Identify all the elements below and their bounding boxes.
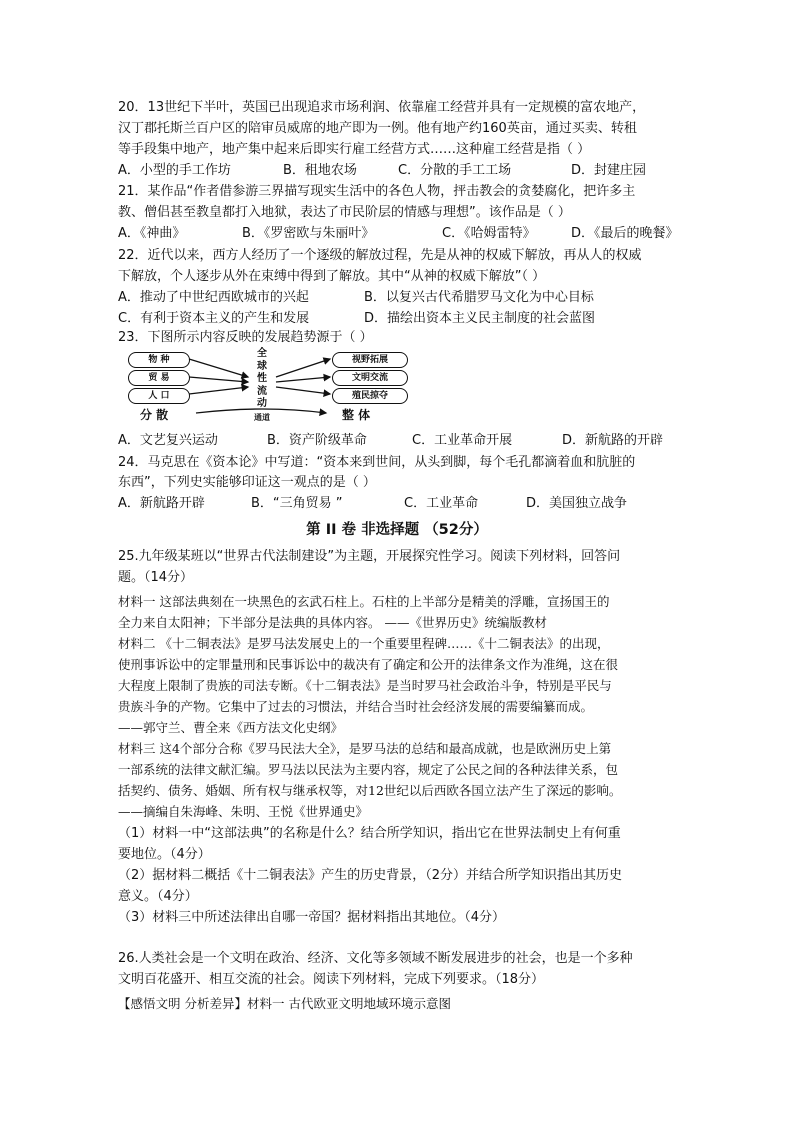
option-b: B．《罗密欧与朱丽叶》 — [242, 226, 375, 241]
material-line: 使刑事诉讼中的定罪量刑和民事诉讼中的裁决有了确定和公开的法律条文作为准绳，这在很 — [118, 657, 619, 672]
material-line: 材料一 这部法典刻在一块黑色的玄武石柱上。石柱的上半部分是精美的浮雕，宣扬国王的 — [118, 594, 610, 609]
option-c: C．工业革命 — [404, 496, 479, 511]
question-20-line: 20．13世纪下半叶，英国已出现追求市场利润、依靠雇工经营并具有一定规模的富农地产， — [118, 100, 646, 115]
material-line: 贵族斗争的产物。它集中了过去的习惯法，并结合当时社会经济发展的需要编纂而成。 — [118, 699, 594, 714]
question-22-line: 22．近代以来，西方人经历了一个逐级的解放过程，先是从神的权威下解放，再从人的权威 — [118, 248, 642, 263]
option-b: B．资产阶级革命 — [267, 433, 367, 448]
material-source: ——摘编自朱海峰、朱明、王悦《世界通史》 — [118, 804, 369, 819]
option-b: B．以复兴古代希腊罗马文化为中心目标 — [364, 290, 594, 305]
option-a: A．《神曲》 — [118, 226, 186, 241]
sub-question-line: （1）材料一中“这部法典”的名称是什么？结合所学知识，指出它在世界法制史上有何重 — [118, 826, 621, 841]
diagram-label-channel: 通道 — [254, 413, 270, 422]
option-b: B．租地农场 — [283, 163, 357, 178]
diagram-item-plunder: 殖民掠夺 — [332, 388, 408, 404]
option-d: D．美国独立战争 — [526, 496, 628, 511]
material-line: 材料二 《十二铜表法》是罗马法发展史上的一个重要里程碑……《十二铜表法》的出现， — [118, 636, 610, 651]
diagram-center-char: 球 — [257, 360, 267, 372]
material-line: 材料三 这4个部分合称《罗马民法大全》，是罗马法的总结和最高成就，也是欧洲历史上第 — [118, 741, 612, 756]
question-26-line: 文明百花盛开、相互交流的社会。阅读下列材料，完成下列要求。（18分） — [118, 972, 545, 987]
section-title: 第 II 卷 非选择题 （52分） — [306, 522, 488, 538]
diagram-label-whole: 整 体 — [342, 408, 371, 422]
question-25-line: 25.九年级某班以“世界古代法制建设”为主题，开展探究性学习。阅读下列材料，回答问 — [118, 549, 621, 564]
option-a: A．小型的手工作坊 — [118, 163, 231, 178]
option-a: A．新航路开辟 — [118, 496, 205, 511]
option-a: A．文艺复兴运动 — [118, 433, 218, 448]
option-b: B．“三角贸易 ” — [251, 496, 343, 511]
option-c: C．工业革命开展 — [412, 433, 513, 448]
question-25-line: 题。（14分） — [118, 570, 194, 585]
option-c: C．《哈姆雷特》 — [442, 226, 536, 241]
question-26-line: 26.人类社会是一个文明在政治、经济、文化等多领域不断发展进步的社会，也是一个多种 — [118, 951, 633, 966]
material-line: 全力来自太阳神；下半部分是法典的具体内容。 ——《世界历史》统编版教材 — [118, 615, 547, 630]
diagram-center-char: 流 — [257, 385, 267, 397]
diagram-item-species: 物 种 — [128, 352, 190, 368]
material-line: 大程度上限制了贵族的司法专断。《十二铜表法》是当时罗马社会政治斗争，特别是平民与 — [118, 678, 612, 693]
sub-question-line: （3）材料三中所述法律出自哪一帝国？据材料指出其地位。（4分） — [118, 910, 506, 925]
sub-question-line: 要地位。（4分） — [118, 847, 211, 862]
material-line: 一部系统的法律文献汇编。罗马法以民法为主要内容，规定了公民之间的各种法律关系，包 — [118, 762, 619, 777]
option-d: D．新航路的开辟 — [562, 433, 664, 448]
question-24-line: 东西”，下列史实能够印证这一观点的是（ ） — [118, 475, 376, 490]
question-24-line: 24．马克思在《资本论》中写道：“资本来到世间，从头到脚，每个毛孔都滴着血和肮脏的 — [118, 455, 636, 470]
diagram-center-label — [254, 348, 270, 411]
question-20-line: 等手段集中地产，地产集中起来后即实行雇工经营方式……这种雇工经营是指（ ） — [118, 142, 591, 157]
diagram-label-dispersed: 分 散 — [140, 408, 169, 422]
globalization-diagram — [126, 347, 412, 423]
diagram-item-trade: 贸 易 — [128, 370, 190, 386]
option-c: C．分散的手工工场 — [398, 163, 512, 178]
diagram-item-vision: 视野拓展 — [332, 352, 408, 368]
question-23-line: 23．下图所示内容反映的发展趋势源于（ ） — [118, 330, 373, 345]
diagram-center-char: 性 — [257, 373, 267, 384]
option-d: D．封建庄园 — [571, 163, 647, 178]
question-21-line: 教、僧侣甚至教皇都打入地狱，表达了市民阶层的情感与理想”。该作品是（ ） — [118, 205, 571, 220]
diagram-item-population: 人 口 — [128, 388, 190, 404]
material-title: 【感悟文明 分析差异】材料一 古代欧亚文明地域环境示意图 — [118, 996, 451, 1011]
sub-question-line: （2）据材料二概括《十二铜表法》产生的历史背景，（2分）并结合所学知识指出其历史 — [118, 868, 623, 883]
material-source: ——郭守兰、曹全来《西方法文化史纲》 — [118, 720, 344, 735]
question-21-line: 21．某作品“作者借参游三界描写现实生活中的各色人物，抨击教会的贪婪腐化，把许多主 — [118, 184, 636, 199]
option-c: C．有利于资本主义的产生和发展 — [118, 311, 310, 326]
diagram-center-char: 动 — [257, 398, 267, 409]
diagram-center-char: 全 — [257, 348, 267, 359]
sub-question-line: 意义。（4分） — [118, 889, 198, 904]
question-22-line: 下解放，个人逐步从外在束缚中得到了解放。其中“从神的权威下解放”（ ） — [118, 269, 546, 284]
option-a: A．推动了中世纪西欧城市的兴起 — [118, 290, 309, 305]
material-line: 括契约、债务、婚姻、所有权与继承权等，对12世纪以后西欧各国立法产生了深远的影响。 — [118, 783, 622, 798]
question-20-line: 汉丁郡托斯兰百户区的陪审员威席的地产即为一例。他有地产约160英亩，通过买卖、转租 — [118, 121, 637, 136]
option-d: D．描绘出资本主义民主制度的社会蓝图 — [364, 311, 596, 326]
option-d: D．《最后的晚餐》 — [571, 226, 679, 241]
diagram-item-exchange: 文明交流 — [332, 370, 408, 386]
